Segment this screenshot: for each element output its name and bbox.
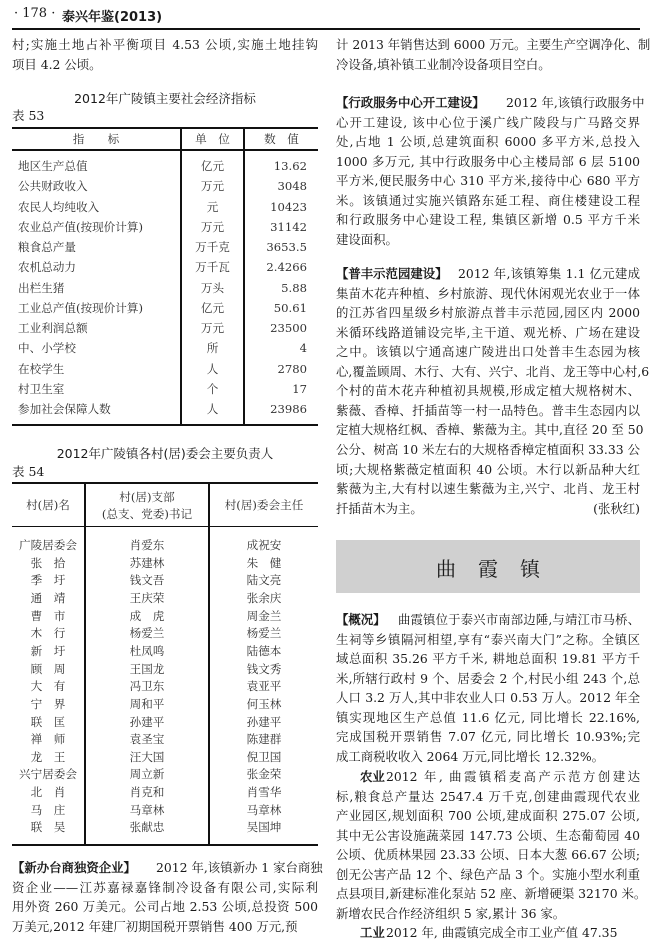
committee-director: 钱文秀 — [246, 661, 282, 676]
committee-director: 孙建平 — [246, 714, 282, 729]
paragraph-heading: 【普丰示范园建设】 — [336, 266, 448, 281]
paragraph-heading: 【行政服务中心开工建设】 — [336, 95, 485, 110]
party-secretary: 成 虎 — [129, 608, 165, 623]
village-name: 广陵居委会 — [19, 538, 77, 552]
village-name: 张 拾 — [30, 555, 66, 570]
text-line: 完成国税开票销售 7.07 亿元, 同比增长 10.93%;完 — [336, 729, 640, 745]
village-name: 马 庄 — [30, 802, 66, 817]
party-secretary: 王庆荣 — [129, 590, 165, 605]
text-line: 标,粮食总产量达 2547.4 万千克,创建曲霞现代农业 — [336, 788, 640, 804]
text-line: 项目 4.2 公顷。 — [12, 56, 102, 72]
column-header: 村(居)名 — [26, 498, 70, 512]
indicator-unit: 亿元 — [200, 159, 225, 173]
party-secretary: 杜凤鸣 — [129, 643, 165, 658]
text-line: 用外资 260 万美元。公司占地 2.53 公顷,总投资 500 — [12, 899, 318, 915]
committee-director: 倪卫国 — [246, 749, 282, 764]
indicator-name: 粮食总产量 — [18, 240, 76, 254]
text-line: 2012 年,该镇行政服务中 — [506, 95, 645, 110]
committee-director: 吴国坤 — [246, 820, 282, 835]
text-line: 个村的苗木花卉种植初具规模,形成定植大规格树木、 — [336, 383, 640, 399]
text-line: 米。该镇通过实施兴镇路东延工程、商住楼建设工程 — [336, 192, 640, 208]
book-title: 泰兴年鉴(2013) — [62, 10, 163, 25]
party-secretary: 杨爱兰 — [129, 626, 165, 641]
indicator-value: 3653.5 — [266, 240, 307, 254]
party-secretary: 钱文吾 — [129, 573, 165, 588]
village-name: 兴宁居委会 — [19, 767, 77, 782]
indicator-unit: 亿元 — [200, 300, 225, 315]
text-line: 建设面积。 — [336, 231, 398, 247]
committee-director: 张余庆 — [246, 590, 282, 605]
party-secretary: 袁圣宝 — [129, 732, 165, 747]
village-name: 宁 界 — [30, 696, 66, 711]
text-line: 公顷、优质林果园 23.33 公顷、日本大葱 66.67 公顷; — [336, 847, 640, 863]
indicator-unit: 万千克 — [195, 240, 230, 254]
party-secretary: 肖爱东 — [129, 538, 165, 552]
paragraph-heading: 农业 — [360, 769, 385, 784]
column-header: 村(居)支部 (总支、党委)书记 — [101, 490, 193, 521]
indicator-name: 公共财政收入 — [18, 179, 88, 194]
village-name: 季 圩 — [30, 573, 66, 588]
text-line: 成工商税收收入 2064 万元,同比增长 12.32%。 — [336, 748, 605, 764]
indicator-name: 工业总产值(按现价计算) — [18, 300, 143, 315]
indicator-value: 13.62 — [273, 159, 307, 173]
indicator-name: 村卫生室 — [18, 381, 65, 396]
indicator-name: 中、小学校 — [18, 341, 76, 356]
party-secretary: 汪大国 — [129, 749, 165, 764]
text-line: 资企业——江苏嘉禄嘉锋制冷设备有限公司,实际利 — [12, 879, 318, 895]
indicator-name: 农业总产值(按现价计算) — [18, 219, 143, 234]
village-name: 北 肖 — [30, 785, 66, 800]
party-secretary: 王国龙 — [129, 661, 165, 676]
indicator-value: 50.61 — [273, 300, 307, 315]
village-name: 联 吴 — [30, 820, 66, 835]
indicator-name: 地区生产总值 — [18, 159, 88, 173]
page-number: · 178 · — [14, 6, 56, 21]
paragraph-heading: 工业 — [360, 925, 385, 941]
text-line: 定植大规格红枫、香樟、紫薇为主。其中,直径 20 至 50 — [336, 422, 644, 438]
village-name: 龙 王 — [30, 749, 66, 764]
section-banner — [336, 540, 640, 593]
table-label: 表 53 — [12, 108, 45, 123]
table-title: 2012年广陵镇各村(居)委会主要负责人 — [56, 446, 274, 461]
committee-director: 张金荣 — [246, 767, 282, 782]
indicator-value: 2.4266 — [266, 260, 307, 275]
committee-director: 肖雪华 — [246, 785, 282, 800]
indicator-value: 3048 — [277, 179, 307, 194]
text-line: 冷设备,填补镇工业制冷设备项目空白。 — [336, 56, 551, 72]
committee-director: 袁亚平 — [246, 679, 282, 694]
indicator-unit: 元 — [206, 199, 219, 214]
text-line: 顷;大规格紫薇定植面积 40 公顷。木行以新品种大红 — [336, 461, 640, 477]
text-line: 紫薇、香樟、扦插苗等一村一品特色。普丰生态园内以 — [336, 402, 640, 418]
committee-director: 周金兰 — [246, 608, 282, 623]
text-line: 人口 3.2 万人,其中非农业人口 0.53 万人。2012 年全 — [336, 690, 640, 706]
party-secretary: 孙建平 — [129, 714, 165, 729]
indicator-unit: 所 — [206, 341, 219, 356]
village-name: 联 匡 — [30, 714, 66, 729]
committee-director: 陆文亮 — [246, 573, 282, 588]
text-line: 2012 年, 曲霞镇完成全市工业产值 47.35 — [386, 925, 618, 941]
column-header: 指 标 — [72, 132, 120, 146]
indicator-name: 农机总动力 — [18, 260, 76, 275]
text-line: 扦插苗木为主。 — [336, 500, 423, 516]
column-header: 单 位 — [195, 132, 230, 146]
text-line: 之中。该镇以宁通高速广陵进出口处普丰生态园为核 — [336, 344, 640, 360]
party-secretary: 周和平 — [129, 696, 165, 711]
indicator-unit: 人 — [206, 361, 219, 376]
village-name: 曹 市 — [30, 608, 66, 623]
party-secretary: 张献忠 — [129, 820, 165, 835]
text-line: 2012 年,该镇筹集 1.1 亿元建成 — [458, 266, 640, 281]
text-line: 2012 年, 曲霞镇稻麦高产示范方创建达 — [386, 769, 640, 784]
text-line: 计 2013 年销售达到 6000 万元。主要生产空调净化、制 — [336, 37, 650, 52]
indicator-unit: 万元 — [200, 219, 225, 234]
party-secretary: 肖克和 — [129, 785, 165, 800]
village-name: 通 靖 — [30, 590, 66, 605]
text-line: 村;实施土地占补平衡项目 4.53 公顷,实施土地挂钩 — [12, 37, 318, 52]
text-line: 心,覆盖顾周、木行、大有、兴宁、北肖、龙王等中心村,6 — [336, 363, 650, 379]
text-line: 心开工建设, 该中心位于溪广线广陵段与广马路交界 — [336, 114, 640, 130]
column-header: 数 值 — [264, 132, 299, 146]
text-line: 曲霞镇位于泰兴市南部边陲,与靖江市马桥、 — [398, 612, 640, 627]
indicator-unit: 万千瓦 — [195, 260, 230, 275]
indicator-value: 10423 — [270, 199, 307, 214]
text-line: 域总面积 35.26 平方千米, 耕地总面积 19.81 平方千 — [336, 651, 640, 667]
indicator-value: 2780 — [277, 361, 307, 376]
table-rule-top — [12, 482, 318, 484]
party-secretary: 周立新 — [129, 767, 165, 782]
committee-director: 陆德本 — [246, 643, 282, 658]
village-name: 禅 师 — [30, 732, 66, 747]
author-credit: (张秋红) — [593, 500, 640, 516]
text-line: 米循环线路道铺设完毕,主干道、观光桥、广场在建设 — [336, 324, 640, 340]
paragraph-heading: 【概况】 — [336, 612, 386, 627]
village-name: 顾 周 — [30, 661, 66, 676]
text-line: 其中无公害设施蔬菜园 147.73 公顷、生态葡萄园 40 — [336, 827, 640, 843]
committee-director: 朱 健 — [246, 555, 282, 570]
text-line: 2012 年,该镇新办 1 家台商独 — [156, 860, 323, 875]
section-title: 曲霞镇 — [436, 557, 562, 581]
committee-director: 陈建群 — [246, 732, 282, 747]
paragraph-heading: 【新办台商独资企业】 — [12, 860, 136, 875]
text-line: 点县项目,新建标准化泵站 52 座、新增硬渠 32170 米。 — [336, 886, 647, 902]
text-line: 镇实现地区生产总值 11.6 亿元, 同比增长 22.16%, — [336, 709, 640, 725]
party-secretary: 苏建林 — [129, 555, 165, 570]
village-name: 大 有 — [30, 679, 66, 694]
indicator-value: 31142 — [270, 219, 307, 234]
text-line: 的江苏省四星级乡村旅游点普丰示范园,园区内 2000 — [336, 305, 640, 321]
text-line: 紫薇为主,大有村以速生紫薇为主,兴宁、北肖、龙王村 — [336, 481, 640, 497]
text-line: 米,所辖行政村 9 个、居委会 2 个,村民小组 243 个,总 — [336, 670, 640, 686]
column-header: 村(居)委会主任 — [224, 498, 304, 512]
indicator-name: 出栏生猪 — [18, 280, 65, 295]
table-rule-bottom — [12, 424, 318, 426]
indicator-value: 23500 — [270, 321, 307, 335]
table-rule-header — [12, 526, 318, 527]
committee-director: 杨爱兰 — [246, 626, 282, 641]
text-line: 平方米,便民服务中心 310 平方米,接待中心 680 平方 — [336, 173, 640, 189]
village-name: 木 行 — [30, 626, 66, 641]
table-rule-top — [12, 127, 318, 129]
village-name: 新 圩 — [30, 643, 66, 658]
text-line: 创无公害产品 12 个、绿色产品 3 个。实施小型水利重 — [336, 866, 640, 882]
text-line: 万美元,2012 年建厂初期国税开票销售 400 万元,预 — [12, 918, 298, 934]
text-line: 产业园区,规划面积 700 公顷,建成面积 275.07 公顷, — [336, 808, 640, 824]
indicator-value: 23986 — [270, 402, 307, 416]
indicator-name: 工业利润总额 — [18, 321, 88, 335]
header-rule — [12, 28, 640, 30]
indicator-name: 在校学生 — [18, 361, 65, 376]
indicator-unit: 人 — [206, 402, 219, 416]
text-line: 集苗木花卉种植、乡村旅游、现代休闲观光农业于一体 — [336, 285, 640, 301]
table-rule-bottom — [12, 844, 318, 846]
indicator-value: 4 — [299, 341, 307, 356]
table-title: 2012年广陵镇主要社会经济指标 — [74, 91, 256, 106]
table-rule-header — [12, 149, 318, 151]
table-label: 表 54 — [12, 464, 45, 479]
text-line: 公分、树高 10 米左右的大规格香樟定植面积 33.33 公 — [336, 441, 640, 457]
party-secretary: 冯卫东 — [129, 679, 165, 694]
indicator-name: 农民人均纯收入 — [18, 199, 100, 214]
text-line: 新增农民合作经济组织 5 家,累计 36 家。 — [336, 905, 566, 921]
text-line: 1000 多万元, 其中行政服务中心主楼局部 6 层 5100 — [336, 153, 640, 169]
indicator-unit: 个 — [206, 381, 219, 396]
committee-director: 何玉林 — [246, 696, 282, 711]
committee-director: 成祝安 — [246, 538, 282, 552]
text-line: 处,占地 1 公顷,总建筑面积 6000 多平方米,总投入 — [336, 134, 640, 150]
indicator-unit: 万头 — [200, 280, 225, 295]
committee-director: 马章林 — [246, 802, 282, 817]
indicator-value: 5.88 — [281, 280, 307, 295]
indicator-unit: 万元 — [200, 179, 225, 194]
text-line: 和行政服务中心建设工程, 集镇区新增 0.5 平方千米 — [336, 212, 640, 228]
indicator-value: 17 — [292, 381, 307, 396]
indicator-unit: 万元 — [200, 321, 225, 335]
indicator-name: 参加社会保障人数 — [18, 402, 111, 416]
text-line: 生祠等乡镇隔河相望,享有“泰兴南大门”之称。全镇区 — [336, 631, 640, 647]
party-secretary: 马章林 — [129, 802, 165, 817]
